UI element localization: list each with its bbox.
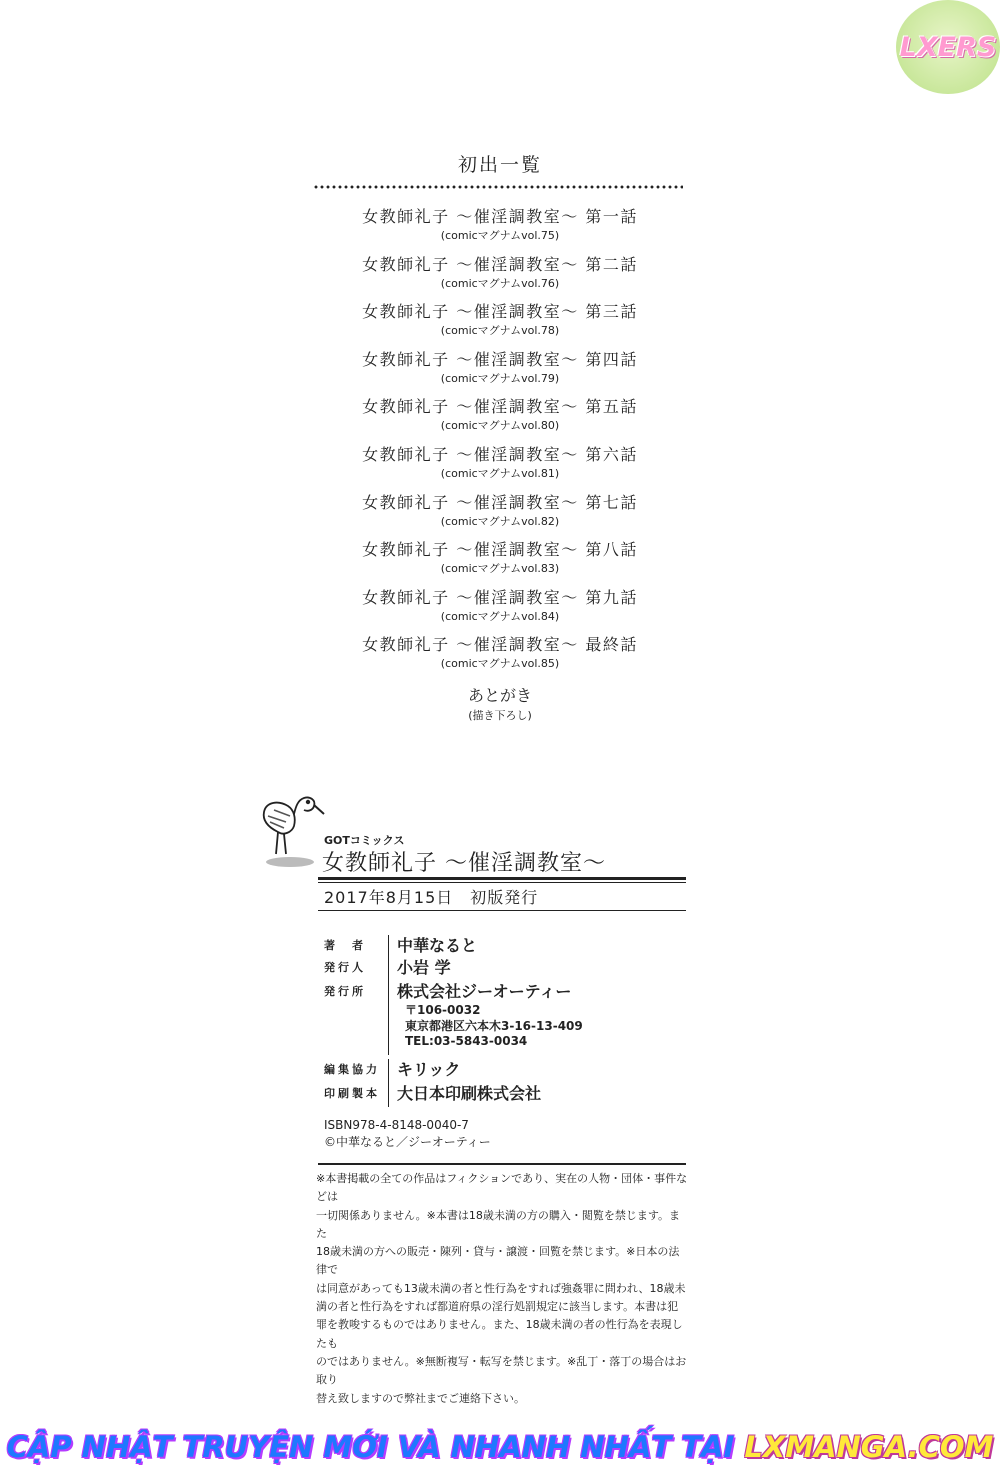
banner-site-name: LXMANGA.COM: [744, 1430, 994, 1464]
toc-entry: [0, 300, 1000, 348]
label-separator: [388, 957, 389, 981]
printing-value: 大日本印刷株式会社: [397, 1084, 542, 1103]
book-title: 女教師礼子 〜催淫調教室〜: [322, 851, 606, 876]
publisher-person-row: [324, 957, 583, 981]
toc-entry: [0, 395, 1000, 443]
copyright: ©中華なると／ジーオーティー: [324, 1135, 491, 1149]
publisher-value: 株式会社ジーオーティー: [397, 982, 572, 1001]
entry-source: (comicマグナムvol.82): [440, 514, 560, 528]
afterword-source: (描き下ろし): [468, 709, 532, 722]
toc-entry: [0, 491, 1000, 539]
publication-date: 2017年8月15日 初版発行: [324, 888, 539, 907]
entry-source: (comicマグナムvol.75): [440, 229, 560, 242]
publisher-row: [324, 981, 583, 1055]
notice-rule: [318, 1163, 686, 1165]
isbn: ISBN978-4-8148-0040-7: [324, 1118, 469, 1132]
address: 東京都港区六本木3-16-13-409: [405, 1018, 583, 1033]
lxers-logo: [896, 0, 1000, 94]
entry-source: (comicマグナムvol.85): [440, 657, 560, 671]
colophon-info: [324, 935, 583, 1107]
entry-title: 女教師礼子 〜催淫調教室〜 第六話: [362, 444, 638, 464]
editing-row: [324, 1059, 583, 1083]
entry-title: 女教師礼子 〜催淫調教室〜 第八話: [362, 540, 638, 560]
entry-source: (comicマグナムvol.83): [440, 562, 560, 576]
entry-source: (comicマグナムvol.79): [440, 371, 560, 385]
publisher-person-label: 発行人: [324, 961, 366, 974]
entry-title: 女教師礼子 〜催淫調教室〜 第四話: [362, 349, 638, 369]
toc-entry: [0, 348, 1000, 396]
entry-title: 女教師礼子 〜催淫調教室〜 第三話: [362, 302, 638, 322]
entry-title: 女教師礼子 〜催淫調教室〜 第五話: [362, 397, 638, 417]
entry-source: (comicマグナムvol.80): [440, 419, 560, 433]
entry-title: 女教師礼子 〜催淫調教室〜 第七話: [362, 492, 638, 512]
toc-entry: [0, 205, 1000, 253]
toc-entry: [0, 253, 1000, 301]
author-value: 中華なると: [397, 936, 478, 955]
title-rule-thin: [318, 882, 686, 883]
afterword-entry: [0, 685, 1000, 725]
bird-mascot-icon: [256, 792, 326, 878]
afterword-title: あとがき: [467, 686, 532, 705]
logo-text: LXERS: [899, 31, 997, 63]
toc-entry: [0, 586, 1000, 634]
label-separator: [388, 981, 389, 1055]
legal-notice: ※本書掲載の全ての作品はフィクションであり、実在の人物・団体・事件などは 一切関係ありません。※本書は18歳未満の方の購入・閲覧を禁じます。また 18歳未満の方への販売・陳列・貸与・譲渡・回覧を禁じます。※日本の法律で は同意があっても13歳未満の者と性行為をすれば強姦罪に問われ、18歳未 満の者と性行為をすれば都道府県の淫行処罰規定に該当します。本書は犯 罪を教唆するものではありません。また、18歳未満の者の性行為を表現したも のではありません。※無断複写・転写を禁じます。※乱丁・落丁の場合はお取り 替え致しますので弊社までご連絡下さい。: [316, 1172, 688, 1405]
toc-list: [0, 205, 1000, 681]
printing-row: [324, 1083, 583, 1107]
postal-code: 〒106-0032: [405, 1003, 481, 1017]
site-banner: [0, 1430, 1000, 1464]
entry-title: 女教師礼子 〜催淫調教室〜 第九話: [362, 587, 638, 607]
author-label: 著 者: [324, 939, 366, 952]
author-row: [324, 935, 583, 957]
label-separator: [388, 935, 389, 957]
entry-source: (comicマグナムvol.76): [440, 276, 560, 290]
entry-title: 女教師礼子 〜催淫調教室〜 第二話: [362, 254, 638, 274]
entry-source: (comicマグナムvol.81): [440, 466, 560, 480]
entry-source: (comicマグナムvol.78): [440, 324, 560, 338]
date-rule: [318, 910, 686, 911]
telephone: TEL:03-5843-0034: [405, 1034, 528, 1048]
entry-title: 女教師礼子 〜催淫調教室〜 最終話: [362, 635, 638, 655]
publisher-label: 発行所: [324, 985, 366, 998]
series-label: GOTコミックス: [324, 834, 405, 847]
publisher-person-value: 小岩 学: [397, 958, 451, 977]
title-rule: [318, 877, 686, 880]
label-separator: [388, 1083, 389, 1107]
toc-entry: [0, 443, 1000, 491]
banner-text: CẬP NHẬT TRUYỆN MỚI VÀ NHANH NHẤT TẠI: [6, 1430, 745, 1464]
printing-label: 印刷製本: [324, 1087, 380, 1100]
entry-source: (comicマグナムvol.84): [440, 609, 560, 623]
toc-entry: [0, 538, 1000, 586]
toc-entry: [0, 633, 1000, 681]
editing-label: 編集協力: [324, 1063, 380, 1076]
editing-value: キリック: [397, 1060, 461, 1079]
toc-title: 初出一覧: [457, 154, 542, 176]
entry-title: 女教師礼子 〜催淫調教室〜 第一話: [362, 207, 638, 226]
dotted-divider: [313, 184, 683, 190]
label-separator: [388, 1059, 389, 1083]
